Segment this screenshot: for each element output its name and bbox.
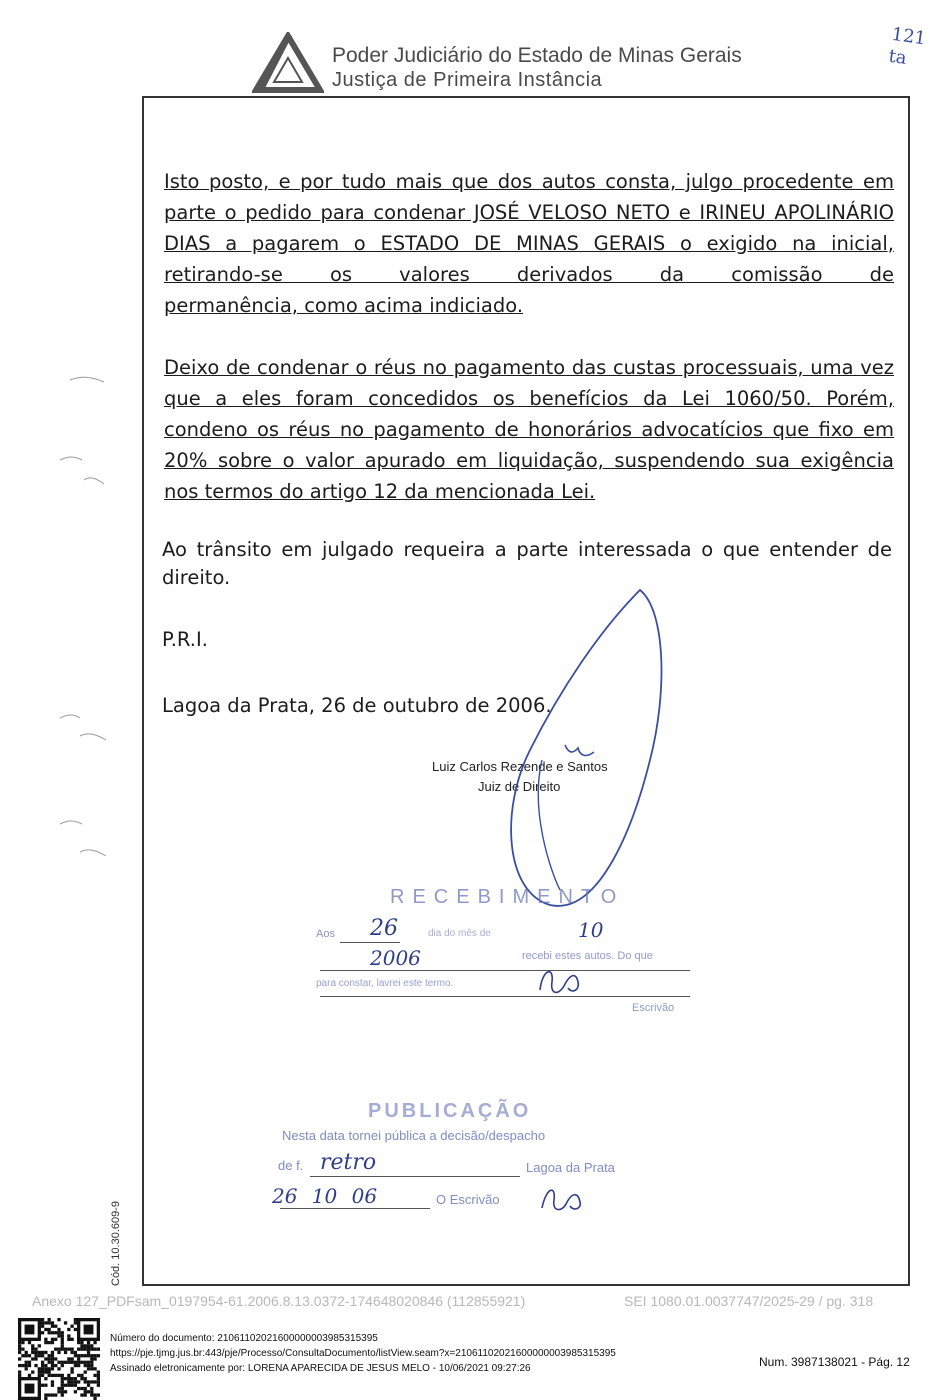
stamp-line — [310, 1176, 520, 1177]
handwritten-day: 26 — [370, 916, 398, 941]
text-line: na inicial, retirando-se os valores derivados da comissão de — [164, 232, 894, 286]
court-logo-icon — [252, 32, 324, 94]
stamp-publicacao — [270, 1096, 670, 1216]
stamp-line — [320, 970, 690, 971]
stamp-text: Escrivão — [632, 1002, 675, 1014]
text-line: parte o pedido para condenar JOSÉ VELOSO NETO e IRINEU — [164, 201, 766, 224]
folio-number: 121 ta — [887, 23, 928, 69]
text-line: condeno os réus no pagamento de honorários advocatícios que fixo em — [164, 418, 894, 441]
document-url[interactable]: https://pje.tjmg.jus.br:443/pje/Processo/ConsultaDocumento/listView.seam?x=21061102021600000003985315395 — [110, 1348, 616, 1359]
stamp-recebimento — [300, 880, 700, 1030]
form-code: Cód. 10.30.609-9 — [110, 1200, 122, 1286]
paragraph-costs — [164, 352, 894, 507]
electronic-signature-info — [110, 1331, 616, 1376]
handwritten-month: 10 — [578, 918, 604, 942]
place-date: Lagoa da Prata, 26 de outubro de 2006. — [162, 694, 552, 717]
clerk-signature — [532, 960, 592, 1000]
text-line: Isto posto, e por tudo mais que dos autos consta, julgo procedente em — [164, 170, 894, 193]
handwritten-year: 2006 — [370, 946, 421, 970]
judge-signature — [490, 570, 680, 920]
stamp-text: para constar, lavrei este termo. — [316, 978, 454, 989]
stamp-title: RECEBIMENTO — [390, 886, 625, 908]
qr-code-icon — [18, 1318, 100, 1400]
stamp-text: recebi estes autos. Do que — [522, 950, 653, 962]
text-line: permanência, como acima indiciado. — [164, 294, 524, 317]
page-number: Num. 3987138021 - Pág. 12 — [759, 1355, 910, 1369]
scan-marks — [60, 372, 116, 872]
stamp-text: O Escrivão — [436, 1192, 500, 1207]
signed-by: Assinado eletronicamente por: LORENA APARECIDA DE JESUS MELO - 10/06/2021 09:27:26 — [110, 1363, 531, 1374]
judge-name: Luiz Carlos Rezende e Santos — [432, 759, 608, 774]
stamp-line — [340, 942, 400, 943]
text-line: APOLINÁRIO DIAS a pagarem o ESTADO DE MINAS GERAIS o exigido — [164, 201, 894, 255]
stamp-text: de f. — [278, 1158, 304, 1173]
text-line: Deixo de condenar o réus no pagamento das custas processuais, uma — [164, 356, 854, 379]
judge-title: Juiz de Direito — [478, 779, 561, 794]
stamp-text: Lagoa da Prata — [526, 1160, 615, 1175]
sei-reference: SEI 1080.01.0037747/2025-29 / pg. 318 — [624, 1293, 874, 1309]
stamp-line — [320, 996, 690, 997]
stamp-title: PUBLICAÇÃO — [368, 1100, 532, 1122]
clerk-signature — [536, 1180, 596, 1216]
court-name: Poder Judiciário do Estado de Minas Gerais — [332, 44, 742, 67]
paragraph-decision — [164, 166, 894, 321]
court-header — [332, 44, 742, 92]
annex-reference: Anexo 127_PDFsam_0197954-61.2006.8.13.0372-174648020846 (112855921) — [32, 1293, 526, 1309]
document-number: Número do documento: 21061102021600000003985315395 — [110, 1333, 378, 1344]
paragraph-transit-end: direito. — [162, 566, 231, 589]
handwritten-ref: retro — [320, 1150, 377, 1175]
stamp-line — [280, 1208, 430, 1209]
pri-text: P.R.I. — [162, 628, 208, 651]
stamp-text: Aos — [316, 928, 335, 940]
text-line: nos termos do artigo 12 da mencionada Lei. — [164, 480, 596, 503]
text-line: 20% sobre o valor apurado em liquidação, suspendendo sua exigência — [164, 449, 894, 472]
court-instance: Justiça de Primeira Instância — [332, 69, 603, 91]
stamp-text: dia do mês de — [428, 928, 491, 939]
stamp-text: Nesta data tornei pública a decisão/despacho — [282, 1128, 546, 1143]
handwritten-date: 26 10 06 — [272, 1184, 378, 1208]
text-line: vez que a eles foram concedidos os benefícios da Lei 1060/50. Porém, — [164, 356, 894, 410]
paragraph-transit: Ao trânsito em julgado requeira a parte interessada o que entender de — [162, 538, 892, 561]
